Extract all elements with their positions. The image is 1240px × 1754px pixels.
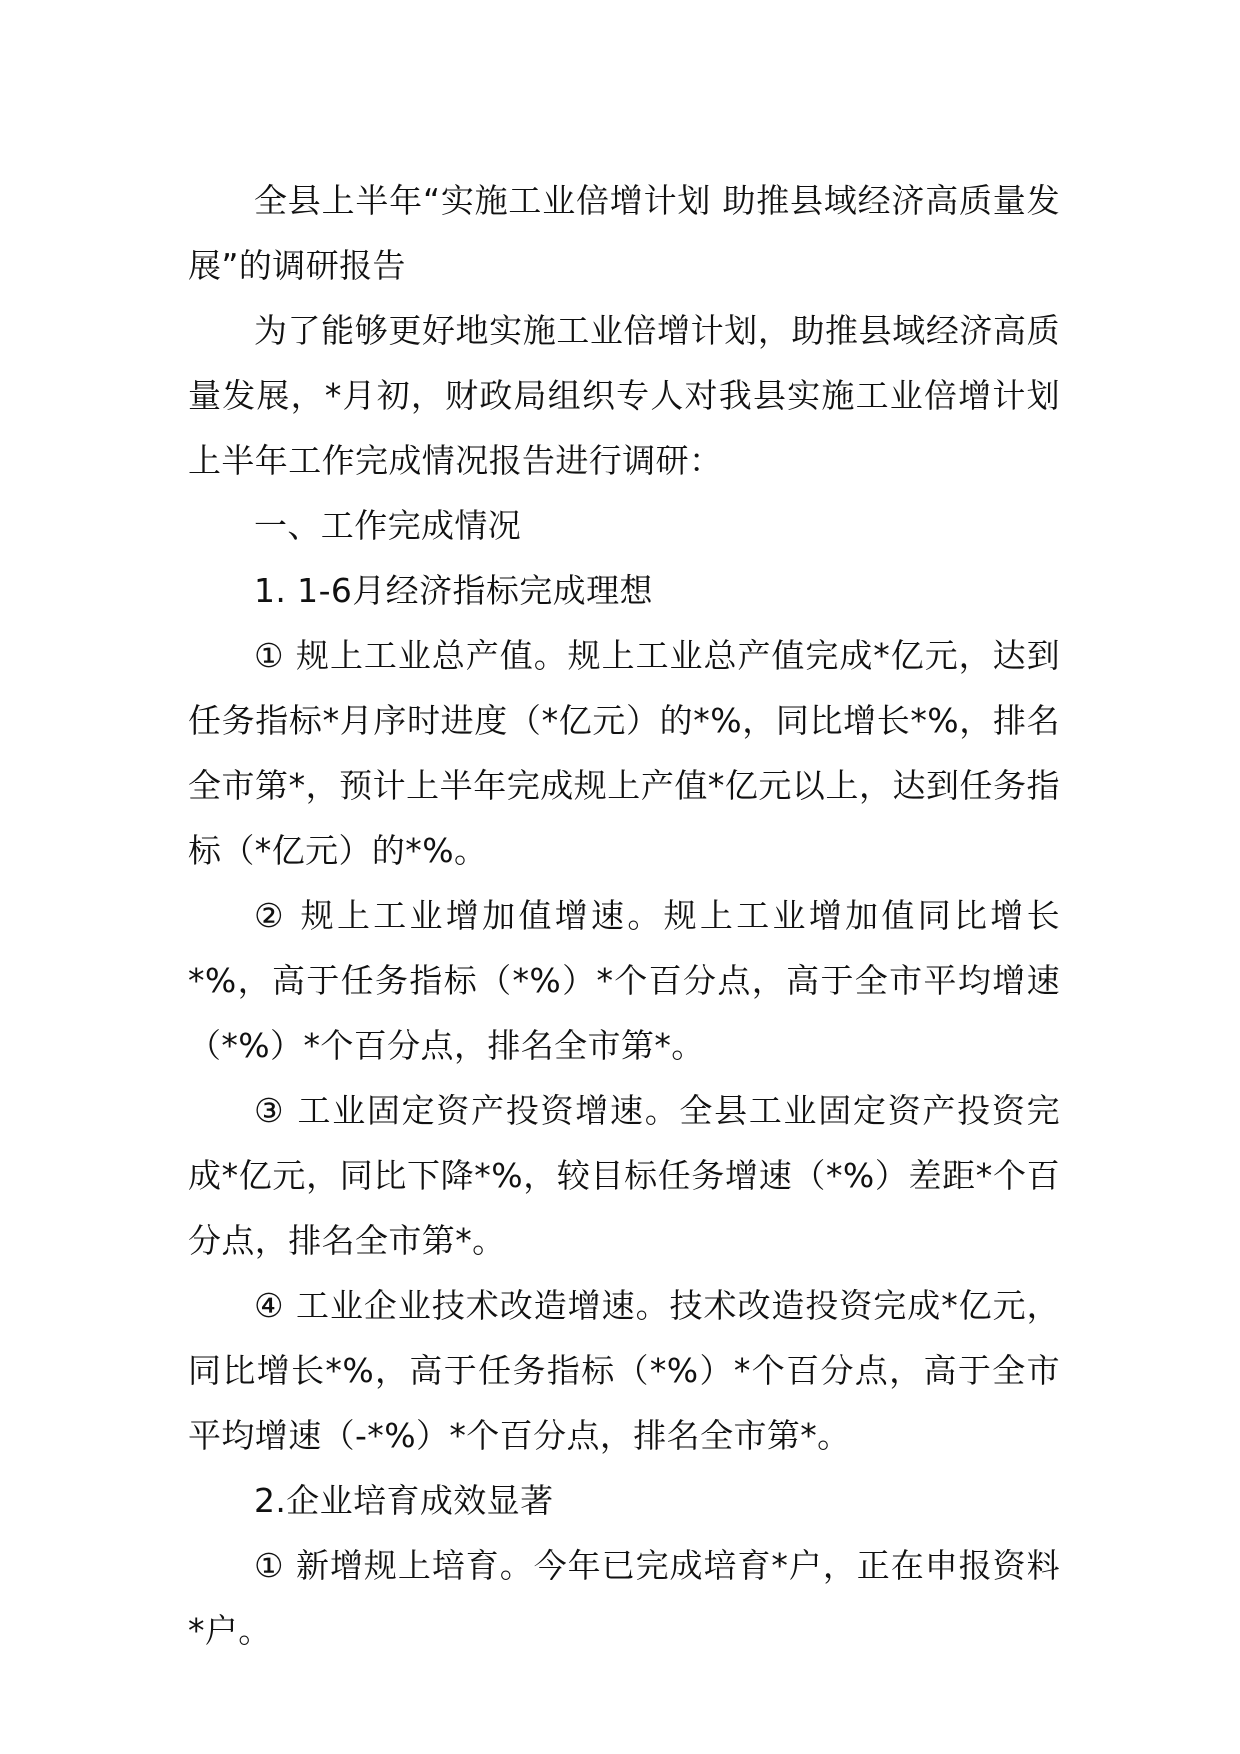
subsection-heading-economic-indicators: 1. 1-6月经济指标完成理想 [254, 571, 653, 610]
subsection-heading-enterprise-cultivation: 2.企业培育成效显著 [254, 1481, 554, 1520]
section-heading-work-completion: 一、工作完成情况 [254, 506, 522, 545]
intro-paragraph: 为了能够更好地实施工业倍增计划，助推县域经济高质量发展，*月初，财政局组织专人对我县实施工业倍增计划上半年工作完成情况报告进行调研： [188, 311, 1060, 480]
report-title: 全县上半年“实施工业倍增计划 助推县域经济高质量发展”的调研报告 [188, 181, 1060, 285]
paragraph-new-enterprises: ① 新增规上培育。今年已完成培育*户，正在申报资料*户。 [188, 1546, 1060, 1650]
paragraph-fixed-asset-investment: ③ 工业固定资产投资增速。全县工业固定资产投资完成*亿元，同比下降*%，较目标任务增速（*%）差距*个百分点，排名全市第*。 [188, 1091, 1060, 1260]
paragraph-industrial-output: ① 规上工业总产值。规上工业总产值完成*亿元，达到任务指标*月序时进度（*亿元）的*%，同比增长*%，排名全市第*，预计上半年完成规上产值*亿元以上，达到任务指标（*亿元）的*%。 [188, 636, 1060, 870]
paragraph-technical-transformation: ④ 工业企业技术改造增速。技术改造投资完成*亿元，同比增长*%，高于任务指标（*%）*个百分点，高于全市平均增速（-*%）*个百分点，排名全市第*。 [188, 1286, 1060, 1455]
paragraph-added-value-growth: ② 规上工业增加值增速。规上工业增加值同比增长*%，高于任务指标（*%）*个百分点，高于全市平均增速（*%）*个百分点，排名全市第*。 [188, 896, 1060, 1065]
document-body [188, 168, 1060, 1663]
